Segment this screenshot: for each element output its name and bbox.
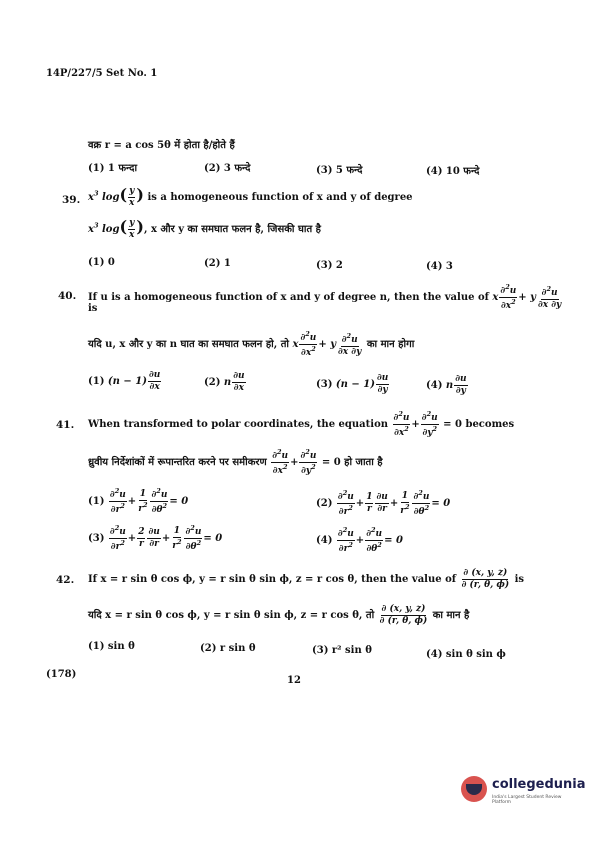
q40-option-1-label: (1) (88, 376, 105, 387)
q41-hindi-text: ध्रुवीय निर्देशांकों में रूपान्तरित करने पर समीकरण (88, 457, 267, 468)
logo-tagline: India's Largest Student Review Platform (492, 795, 562, 805)
q38-option-1: (1) 1 फन्दा (88, 163, 138, 174)
page-number: 12 (287, 675, 301, 686)
q41-option-1: (1) $\frac{\partial^2u}{\partial r^2}$ + $\frac{1}{r^2}$ $\frac{\partial^2u}{\partial\theta^2}$ = 0 (88, 487, 189, 515)
header-code: 14P/227/5 Set No. 1 (46, 68, 158, 79)
q41-expression-hi: $\frac{\partial^2u}{\partial x^2}$ + $\frac{\partial^2u}{\partial y^2}$ (272, 448, 317, 476)
collegedunia-logo (461, 774, 586, 808)
q41-english-text: When transformed to polar coordinates, the equation (88, 419, 389, 430)
q40-option-3-label: (3) (316, 379, 333, 390)
q39-hindi-stem (88, 217, 321, 240)
q39-option-2: (2) 1 (204, 258, 231, 269)
q42-expression: $\frac{\partial (x, y, z)}{\partial (r, \theta, \phi)}$ (461, 568, 510, 590)
q41-expression: $\frac{\partial^2u}{\partial x^2}$ + $\frac{\partial^2u}{\partial y^2}$ (393, 410, 438, 438)
q42-english-end: is (514, 574, 525, 585)
q40-option-1: (1) (n − 1) $\frac{\partial u}{\partial x}$ (88, 370, 161, 392)
q41-option-4-label: (4) (316, 535, 333, 546)
q38-option-3: (3) 5 फन्दे (316, 165, 363, 176)
q41-english-end: = 0 becomes (443, 419, 515, 430)
q42-number: 42. (56, 574, 75, 586)
q40-expression: x $\frac{\partial^2u}{\partial x^2}$ + y $\frac{\partial^2u}{\partial x \partial y}$ (492, 283, 562, 311)
q41-hindi-stem (88, 449, 383, 476)
q42-option-3: (3) r² sin θ (312, 645, 372, 656)
q39-number: 39. (62, 194, 81, 206)
q40-option-4: (4) n $\frac{\partial u}{\partial y}$ (426, 374, 467, 396)
q38-option-4: (4) 10 फन्दे (426, 166, 480, 177)
q40-option-3: (3) (n − 1) $\frac{\partial u}{\partial y}$ (316, 373, 389, 395)
q41-english-stem (88, 411, 514, 438)
q40-option-4-label: (4) (426, 380, 443, 391)
q41-number: 41. (56, 419, 75, 431)
q38-option-2: (2) 3 फन्दे (204, 163, 251, 174)
q40-english-stem (88, 284, 563, 311)
q40-english-is: is (88, 303, 98, 314)
q41-hindi-end: = 0 हो जाता है (321, 457, 383, 468)
q41-option-2: (2) $\frac{\partial^2u}{\partial r^2}$ + $\frac{1}{r}$ $\frac{\partial u}{\partial r}$ + $\frac{1}{r^2}$ $\frac{\partial^2u}{\partial\theta^2}$ = 0 (316, 489, 451, 517)
q40-expression-hi: x $\frac{\partial^2u}{\partial x^2}$ + y $\frac{\partial^2u}{\partial x \partial y}$ (292, 330, 362, 358)
q40-option-2-label: (2) (204, 377, 221, 388)
q42-option-2: (2) r sin θ (200, 643, 256, 654)
logo-name: collegedunia (492, 777, 586, 792)
q40-option-2: (2) n $\frac{\partial u}{\partial x}$ (204, 371, 245, 393)
q39-option-1: (1) 0 (88, 257, 115, 268)
q39-english-stem (88, 185, 413, 208)
q40-hindi-end: का मान होगा (366, 339, 415, 350)
graduate-icon (461, 776, 487, 802)
q42-hindi-stem (88, 605, 469, 626)
q40-hindi-text: यदि u, x और y का n घात का समघात फलन हो, तो (88, 339, 289, 350)
q38-hindi-stem: वक्र r = a cos 5θ में होता है/होते हैं (88, 140, 235, 151)
q42-english-text: If x = r sin θ cos ϕ, y = r sin θ sin ϕ, z = r cos θ, then the value of (88, 574, 457, 585)
q39-expression: $x^3$ log( $\frac{y}{x}$ ) (88, 185, 144, 208)
q41-option-2-label: (2) (316, 498, 333, 509)
q42-option-1: (1) sin θ (88, 641, 135, 652)
q42-hindi-text: यदि x = r sin θ cos ϕ, y = r sin θ sin ϕ, z = r cos θ, तो (88, 610, 375, 621)
q39-expression-hi: $x^3$ log( $\frac{y}{x}$ ) (88, 217, 144, 240)
footer-code: (178) (46, 669, 77, 680)
q41-option-3: (3) $\frac{\partial^2u}{\partial r^2}$ + $\frac{2}{r}$ $\frac{\partial u}{\partial r}$ + $\frac{1}{r^2}$ $\frac{\partial^2u}{\partial\theta^2}$ = 0 (88, 524, 223, 552)
q40-hindi-stem (88, 331, 414, 358)
q39-option-3: (3) 2 (316, 260, 343, 271)
q39-english-rest: is a homogeneous function of x and y of degree (147, 192, 413, 203)
q42-option-4: (4) sin θ sin ϕ (426, 649, 506, 660)
q42-hindi-end: का मान है (432, 610, 470, 621)
q41-option-4: (4) $\frac{\partial^2u}{\partial r^2}$ + $\frac{\partial^2u}{\partial\theta^2}$ = 0 (316, 526, 403, 554)
q42-expression-hi: $\frac{\partial (x, y, z)}{\partial (r, \theta, \phi)}$ (379, 604, 428, 626)
q40-number: 40. (58, 290, 77, 302)
q39-option-4: (4) 3 (426, 261, 453, 272)
q42-english-stem (88, 569, 524, 590)
q41-option-3-label: (3) (88, 533, 105, 544)
q40-english-text: If u is a homogeneous function of x and y of degree n, then the value of (88, 292, 489, 303)
q39-hindi-rest: , x और y का समघात फलन है, जिसकी घात है (143, 224, 321, 235)
q41-option-1-label: (1) (88, 496, 105, 507)
